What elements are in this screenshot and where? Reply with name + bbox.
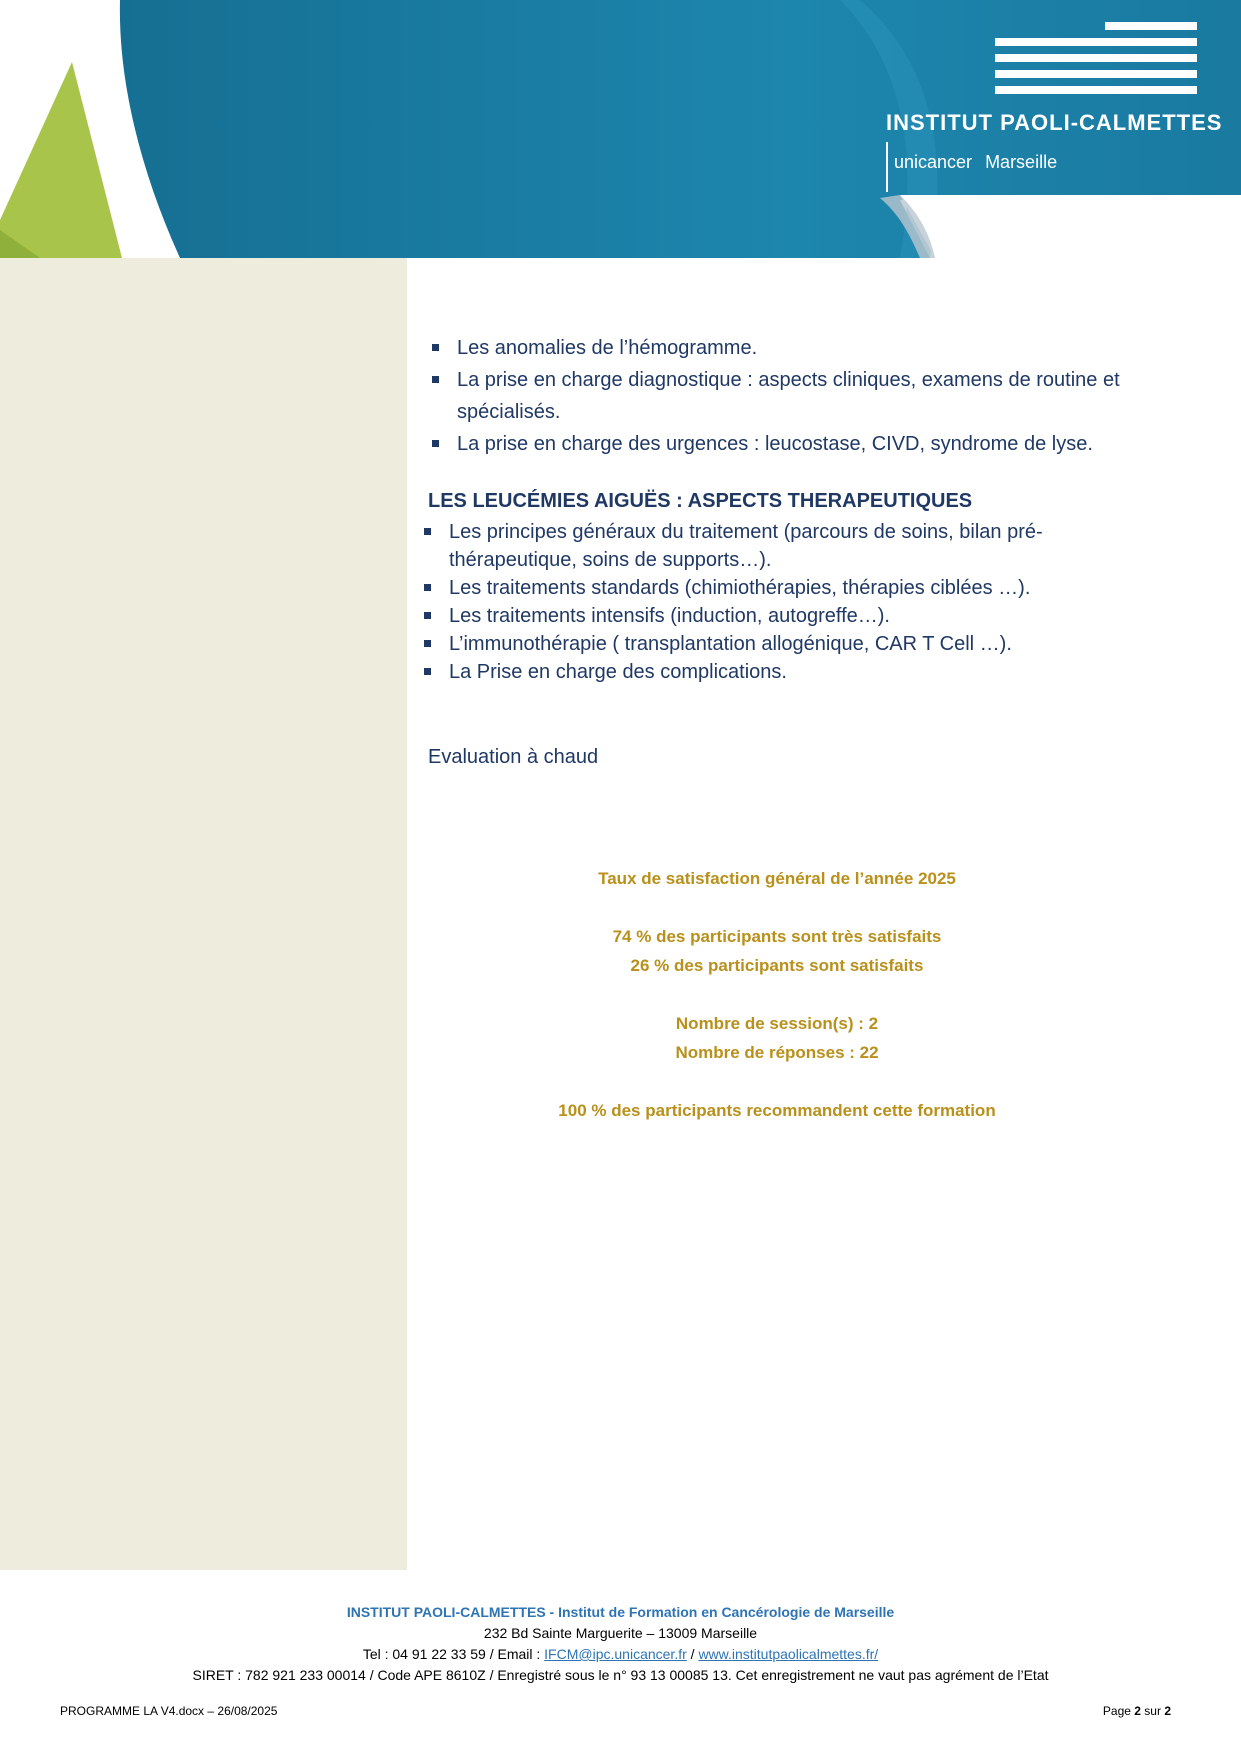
list-item-text: Les principes généraux du traitement (parcours de soins, bilan pré-thérapeutique, soins de supports…). (449, 521, 1043, 571)
logo-subtitle (886, 142, 1057, 192)
list-item (407, 332, 1167, 364)
list-item-text: La prise en charge des urgences : leucostase, CIVD, syndrome de lyse. (457, 433, 1093, 455)
logo-sub-city: Marseille (985, 152, 1058, 172)
left-sidebar-panel (0, 258, 407, 1570)
list-item (407, 428, 1167, 460)
footer-address: 232 Bd Sainte Marguerite – 13009 Marseille (483, 1625, 758, 1641)
page-current: 2 (1134, 1704, 1141, 1718)
list-item (399, 630, 1139, 658)
list-item (399, 602, 1139, 630)
page-header-banner (0, 0, 1241, 258)
page-number (1103, 1704, 1171, 1718)
square-bullet-icon (424, 584, 431, 591)
footer-separator: / (686, 1646, 699, 1662)
list-item-text: Les traitements intensifs (induction, autogreffe…). (449, 605, 890, 627)
footer-org-name: INSTITUT PAOLI-CALMETTES - Institut de Formation en Cancérologie de Marseille (346, 1604, 895, 1620)
list-item-text: L’immunothérapie ( transplantation allogénique, CAR T Cell …). (449, 633, 1012, 655)
therapeutic-topics-list (399, 518, 1139, 686)
page-label: Page (1102, 1704, 1131, 1718)
list-item (407, 364, 1167, 428)
satisfaction-stats (407, 864, 1147, 1125)
square-bullet-icon (424, 528, 431, 535)
list-item (399, 518, 1139, 574)
email-link[interactable]: IFCM@ipc.unicancer.fr (544, 1646, 687, 1662)
square-bullet-icon (424, 668, 431, 675)
page-total: 2 (1164, 1704, 1171, 1718)
stat-sessions: Nombre de session(s) : 2 (675, 1014, 879, 1033)
website-link[interactable]: www.institutpaolicalmettes.fr/ (698, 1646, 879, 1662)
stat-responses: Nombre de réponses : 22 (675, 1043, 879, 1062)
evaluation-label: Evaluation à chaud (428, 746, 599, 768)
list-item-text: Les anomalies de l’hémogramme. (457, 337, 758, 359)
square-bullet-icon (424, 612, 431, 619)
stats-title: Taux de satisfaction général de l’année 2025 (598, 869, 956, 888)
list-item-text: La prise en charge diagnostique : aspects cliniques, examens de routine et spécialisés. (457, 369, 1120, 423)
footer-contact (0, 1644, 1241, 1665)
square-bullet-icon (424, 640, 431, 647)
list-item (399, 574, 1139, 602)
list-item (399, 658, 1139, 686)
list-item-text: La Prise en charge des complications. (449, 661, 787, 683)
square-bullet-icon (432, 440, 439, 447)
footer-siret: SIRET : 782 921 233 00014 / Code APE 8610Z / Enregistré sous le n° 93 13 00085 13. Cet enregistrement ne vaut pas agrément de l’Etat (192, 1667, 1049, 1683)
list-item-text: Les traitements standards (chimiothérapies, thérapies ciblées …). (449, 577, 1031, 599)
logo-sub-brand: unicancer (894, 152, 973, 172)
stat-recommend: 100 % des participants recommandent cette formation (558, 1101, 996, 1120)
page-footer (0, 1602, 1241, 1686)
diagnostic-topics-list (407, 332, 1167, 460)
square-bullet-icon (432, 344, 439, 351)
square-bullet-icon (432, 376, 439, 383)
footer-contact-prefix: Tel : 04 91 22 33 59 / Email : (362, 1646, 545, 1662)
logo-title: INSTITUT PAOLI-CALMETTES (886, 110, 1223, 135)
document-reference: PROGRAMME LA V4.docx – 26/08/2025 (60, 1704, 278, 1718)
stat-satisfied: 26 % des participants sont satisfaits (630, 956, 924, 975)
stat-very-satisfied: 74 % des participants sont très satisfaits (612, 927, 942, 946)
institut-logo (880, 22, 1223, 192)
section-title: LES LEUCÉMIES AIGUËS : ASPECTS THERAPEUTIQUES (428, 490, 973, 512)
page-sep: sur (1144, 1704, 1161, 1718)
